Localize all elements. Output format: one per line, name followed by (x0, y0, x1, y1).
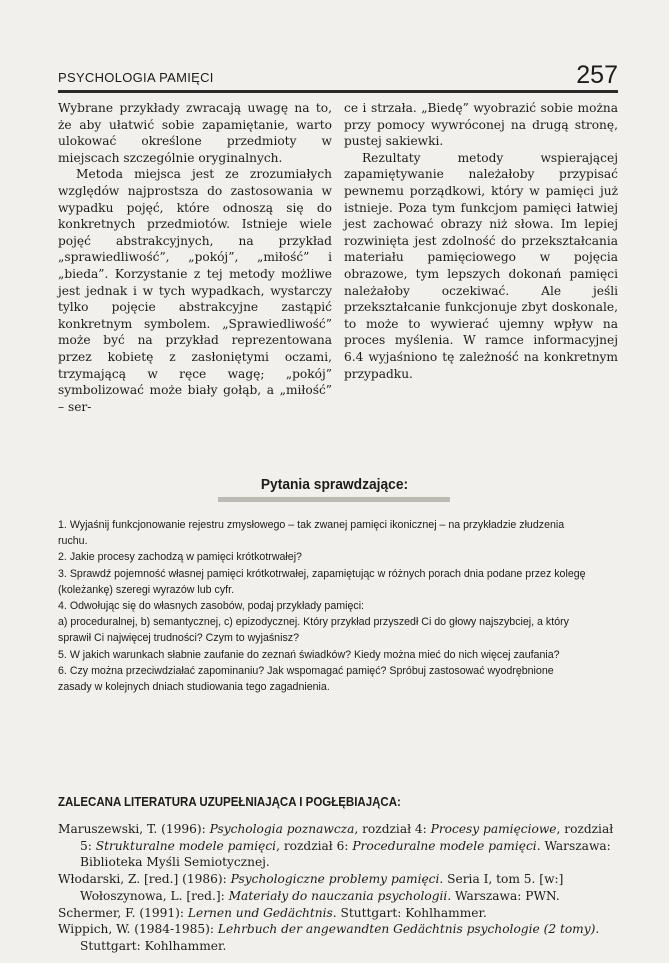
running-title: PSYCHOLOGIA PAMIĘCI (58, 70, 214, 85)
entry-text: Maruszewski, T. (1996): (58, 822, 210, 836)
entry-text: . Warszawa: PWN. (447, 888, 560, 903)
entry-text: Wippich, W. (1984-1985): (58, 922, 218, 937)
literature-entry (58, 905, 618, 922)
entry-text: , rozdział 6: (276, 838, 353, 853)
entry-title: Materiały do nauczania psychologii (228, 888, 448, 903)
paragraph: ce i strzała. „Biedę” wyobrazić sobie można przy pomocy wywróconej na drugą stronę, pustej sakiewki. (344, 101, 618, 149)
question-item: 1. Wyjaśnij funkcjonowanie rejestru zmysłowego – tak zwanej pamięci ikonicznej – na przykładzie złudzenia ruchu. (58, 519, 565, 548)
title-underline (218, 497, 450, 502)
entry-text: . Seria I, tom 5. [w:] Wołoszynowa, L. [red.]: (80, 872, 564, 903)
review-questions-list (58, 517, 590, 695)
entry-text: . Warszawa: Biblioteka Myśli Semiotycznej. (80, 838, 611, 870)
entry-title: Psychologia poznawcza (209, 822, 355, 836)
entry-text: . Stuttgart: Kohlhammer. (80, 922, 600, 953)
question-item: 2. Jakie procesy zachodzą w pamięci krótkotrwałej? (58, 551, 302, 564)
recommended-literature-heading: ZALECANA LITERATURA UZUPEŁNIAJĄCA I POGŁĘBIAJĄCA: (58, 795, 401, 809)
entry-title: Lehrbuch der angewandten Gedächtnis psychologie (2 tomy) (217, 922, 596, 937)
page-number: 257 (576, 61, 618, 89)
paragraph: Metoda miejsca jest ze zrozumiałych względów najprostsza do zastosowania w wypadku pojęć, które odnoszą się do konkretnych przedmiotów. Istnieje wiele pojęć abstrakcyjnych, na przykład „sprawiedliwość”, „pokój”, „miłość” i „bieda”. Korzystanie z tej metody możliwe jest jednak i w tych wypadkach, wystarczy tylko pojęcie abstrakcyjne zastąpić konkretnym symbolem. „Sprawiedliwość” może być na przykład reprezentowana przez kobietę z zasłoniętymi oczami, trzymającą w ręce wagę; „pokój” symbolizować może biały gołąb, a „miłość” – ser- (58, 167, 332, 414)
paragraph: Rezultaty metody wspierającej zapamiętywanie należałoby przypisać pewnemu porządkowi, który w pamięci już istnieje. Poza tym funkcjom pamięci łatwiej jest zachować obrazy niż słowa. Im lepiej rozwinięta jest zdolność do przekształcania materiału pamięciowego w pojęcia obrazowe, tym lepszych dokonań pamięci należałoby oczekiwać. Ale jeśli przekształcanie funkcjonuje zbyt doskonale, to może to wywierać ujemny wpływ na proces myślenia. W ramce informacyjnej 6.4 wyjaśniono tę zależność na konkretnym przypadku. (344, 150, 618, 381)
question-item: 5. W jakich warunkach słabnie zaufanie do zeznań świadków? Kiedy można mieć do nich więcej zaufania? (58, 648, 560, 661)
left-text-column (58, 100, 332, 415)
recommended-literature-list (58, 821, 618, 955)
question-item: 4. Odwołując się do własnych zasobów, podaj przykłady pamięci: (58, 600, 365, 613)
question-item: a) proceduralnej, b) semantycznej, c) epizodycznej. Który przykład przyszedł Ci do głowy najszybciej, a który sprawił Ci najwięcej trudności? Czym to wyjaśnisz? (58, 616, 569, 645)
entry-title: Procesy pamięciowe (430, 822, 557, 836)
entry-text: Schermer, F. (1991): (58, 905, 188, 920)
entry-title: Psychologiczne problemy pamięci (230, 872, 440, 887)
literature-entry (58, 821, 618, 871)
right-text-column (344, 100, 618, 382)
literature-entry (58, 921, 618, 954)
entry-title: Lernen und Gedächtnis (187, 905, 333, 920)
entry-text: Włodarski, Z. [red.] (1986): (58, 872, 231, 887)
question-item: 3. Sprawdź pojemność własnej pamięci krótkotrwałej, zapamiętując w różnych porach dnia podane przez kolegę (koleżankę) szeregi wyrazów lub cyfr. (58, 567, 586, 596)
entry-text: , rozdział 4: (354, 822, 431, 836)
question-item: 6. Czy można przeciwdziałać zapominaniu? Jak wspomagać pamięć? Spróbuj zastosować wyodrębnione zasady w kolejnych dniach studiowania tego zagadnienia. (58, 664, 554, 694)
entry-text: . Stuttgart: Kohlhammer. (332, 905, 487, 920)
entry-title: Strukturalne modele pamięci (95, 838, 277, 853)
literature-entry (58, 871, 618, 904)
review-questions-title: Pytania sprawdzające: (260, 476, 409, 493)
entry-text: , rozdział 5: (80, 822, 614, 853)
paragraph: Wybrane przykłady zwracają uwagę na to, że aby ułatwić sobie zapamiętanie, warto ulokować określone przedmioty w miejscach szczególnie oryginalnych. (58, 101, 332, 165)
entry-title: Proceduralne modele pamięci (352, 838, 537, 853)
page-header (58, 56, 618, 93)
